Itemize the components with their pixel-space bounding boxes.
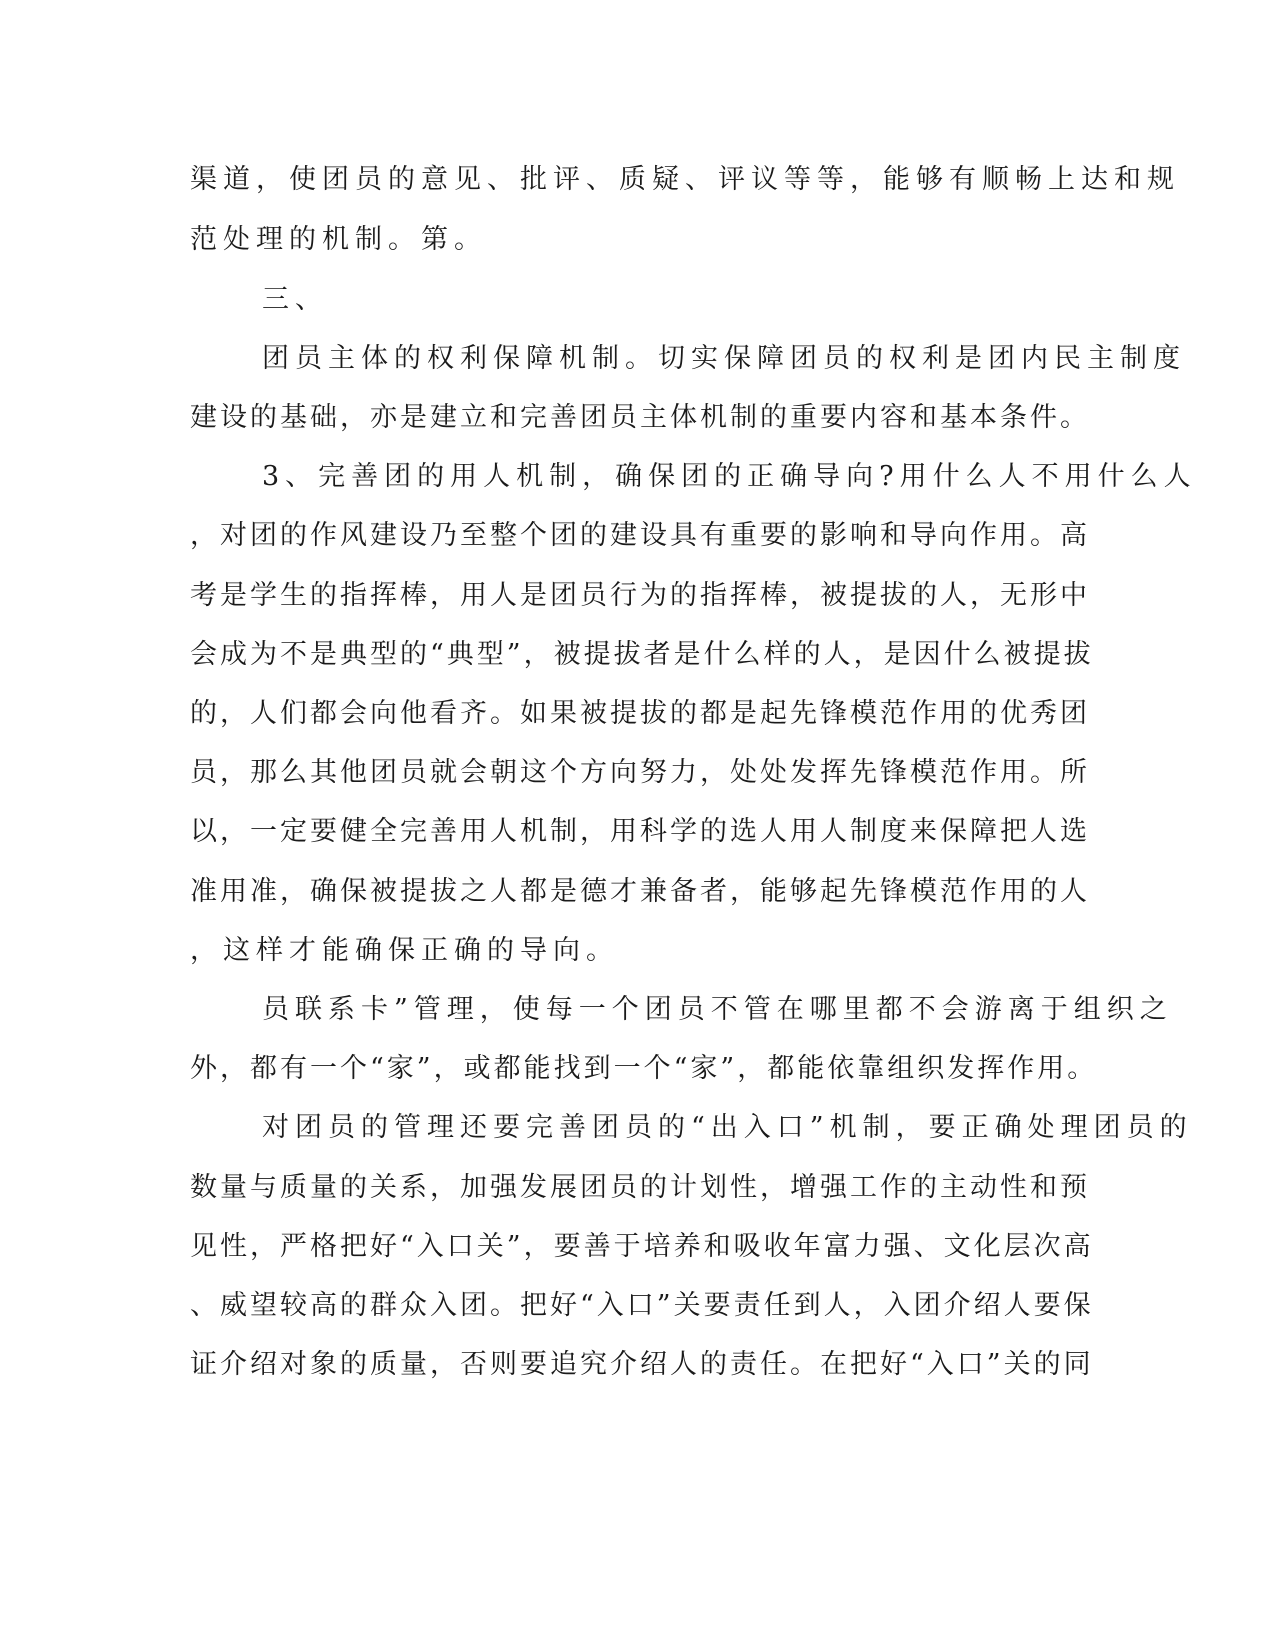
text-line: 建设的基础，亦是建立和完善团员主体机制的重要内容和基本条件。 xyxy=(190,402,1090,433)
text-line: 外，都有一个“家”，或都能找到一个“家”，都能依靠组织发挥作用。 xyxy=(190,1053,1098,1084)
text-line: 团员主体的权利保障机制。切实保障团员的权利是团内民主制度 xyxy=(262,343,1186,374)
text-line: 3、完善团的用人机制，确保团的正确导向?用什么人不用什么人 xyxy=(262,461,1197,492)
text-line: 的，人们都会向他看齐。如果被提拔的都是起先锋模范作用的优秀团 xyxy=(190,698,1090,729)
text-line: 准用准，确保被提拔之人都是德才兼备者，能够起先锋模范作用的人 xyxy=(190,876,1090,907)
text-line: 考是学生的指挥棒，用人是团员行为的指挥棒，被提拔的人，无形中 xyxy=(190,580,1090,611)
text-line: 员，那么其他团员就会朝这个方向努力，处处发挥先锋模范作用。所 xyxy=(190,757,1090,788)
text-line: 渠道，使团员的意见、批评、质疑、评议等等，能够有顺畅上达和规 xyxy=(190,164,1180,195)
text-line: 、威望较高的群众入团。把好“入口”关要责任到人，入团介绍人要保 xyxy=(190,1290,1094,1321)
section-number: 三、 xyxy=(262,284,328,315)
text-line: ，这样才能确保正确的导向。 xyxy=(190,935,619,966)
text-line: ，对团的作风建设乃至整个团的建设具有重要的影响和导向作用。高 xyxy=(190,520,1090,551)
text-line: 数量与质量的关系，加强发展团员的计划性，增强工作的主动性和预 xyxy=(190,1172,1090,1203)
text-line: 证介绍对象的质量，否则要追究介绍人的责任。在把好“入口”关的同 xyxy=(190,1349,1094,1380)
text-line: 见性，严格把好“入口关”，要善于培养和吸收年富力强、文化层次高 xyxy=(190,1231,1094,1262)
text-line: 以，一定要健全完善用人机制，用科学的选人用人制度来保障把人选 xyxy=(190,816,1090,847)
text-line: 员联系卡”管理，使每一个团员不管在哪里都不会游离于组织之 xyxy=(262,994,1173,1025)
text-line: 对团员的管理还要完善团员的“出入口”机制，要正确处理团员的 xyxy=(262,1112,1193,1143)
text-line: 范处理的机制。第。 xyxy=(190,224,487,255)
text-line: 会成为不是典型的“典型”，被提拔者是什么样的人，是因什么被提拔 xyxy=(190,639,1094,670)
